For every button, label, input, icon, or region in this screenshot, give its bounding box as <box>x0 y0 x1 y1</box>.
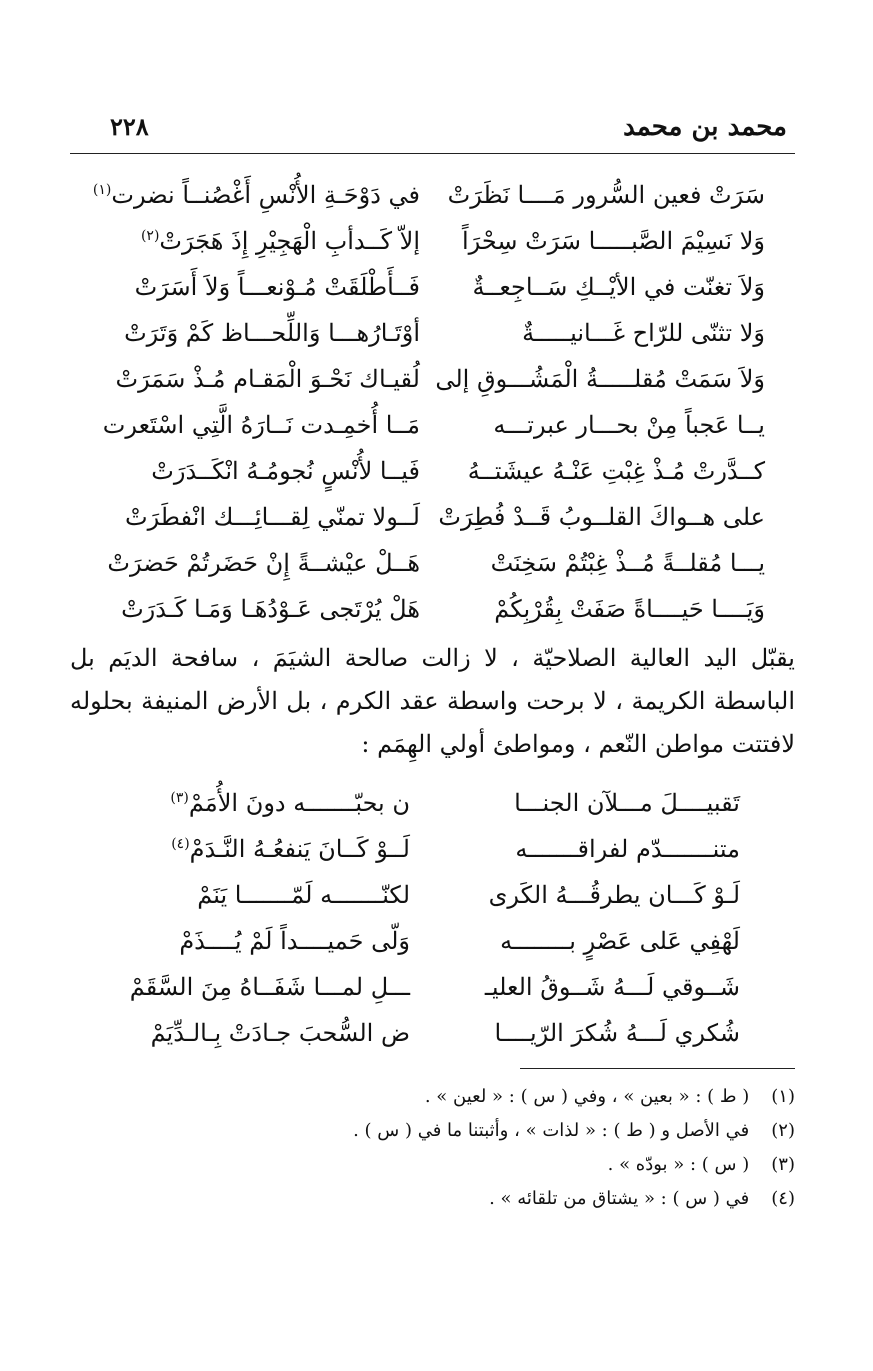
prose-paragraph: يقبّل اليد العالية الصلاحيّة ، لا زالت صالحة الشيَمَ ، سافحة الديَم بل الباسطة الكريمة ، لا برحت واسطة عقد الكرم ، بل الأرض المنيفة بحلوله لافتتت مواطن النّعم ، ومواطئ أولي الهِمَم : <box>70 644 795 758</box>
page-number: ٢٢٨ <box>110 112 149 141</box>
second-hemistich: فَــأَطْلَقَتْ مُـوْنعـــاً وَلاَ أَسَرَتْ <box>134 273 420 301</box>
first-hemistich: وَلا تثنّى للرّاح غَـــانيـــــةٌ <box>522 319 765 347</box>
footnote-marker: (٢) <box>140 228 160 244</box>
first-hemistich: متنـــــــدّم لفراقـــــــه <box>515 835 740 863</box>
verse <box>140 826 740 872</box>
first-hemistich: وَلا نَسِيْمَ الصَّبـــــا سَرَتْ سِحْرَاً <box>461 227 765 255</box>
first-hemistich: يــا عَجباً مِنْ بحـــار عبرتـــه <box>493 411 765 439</box>
footnote <box>200 1182 795 1216</box>
first-hemistich: وَيَــــا حَيــــاةً صَفَتْ بِقُرْبِكُمْ <box>494 595 765 623</box>
page-header <box>70 112 795 152</box>
second-hemistich <box>140 780 410 826</box>
footnote-text: ( ط ) : « بعين » ، وفي ( س ) : « لعين » . <box>424 1086 750 1107</box>
footnote <box>200 1080 795 1114</box>
footnote-text: في الأصل و ( ط ) : « لذات » ، وأثبتنا ما في ( س ) . <box>353 1120 750 1141</box>
second-hemistich: ـــلِ لمـــا شَفَــاهُ مِنَ السَّقَمْ <box>129 973 410 1001</box>
footnote-text: في ( س ) : « يشتاق من تلقائه » . <box>489 1188 750 1209</box>
second-hemistich: فَيــا لأُنْسٍ نُجومُـهُ انْكَــدَرَتْ <box>151 457 420 485</box>
footnote-number: (١) <box>771 1086 795 1107</box>
second-hemistich: هَــلْ عيْشــةً إِنْ حَضَرتُمْ حَضرَتْ <box>107 549 420 577</box>
verse <box>100 218 765 264</box>
verse <box>100 310 765 356</box>
first-hemistich: وَلاَ تغنّت في الأيْــكِ سَــاجِعــةٌ <box>472 273 765 301</box>
second-hemistich: وَلّى حَميــــداً لَمْ يُــــذَمْ <box>179 927 410 955</box>
hemistich-text: ن بحبّـــــــه دونَ الأُمَمْ <box>188 789 410 817</box>
footnote-rule <box>520 1068 795 1069</box>
verse <box>140 918 740 964</box>
first-hemistich: شُكري لَـــهُ شُكرَ الرّيــــا <box>494 1019 740 1047</box>
second-hemistich <box>92 172 420 218</box>
first-hemistich: لَـوْ كَـــان يطرقُـــهُ الكَرى <box>488 881 740 909</box>
hemistich-text: إلاّ كَــدأبِ الْهَجِيْرِ إِذَ هَجَرَتْ <box>159 227 420 255</box>
footnotes <box>200 1080 795 1216</box>
footnote <box>200 1114 795 1148</box>
second-hemistich: لُقيـاك نَحْـوَ الْمَقـام مُـذْ سَمَرَتْ <box>115 365 420 393</box>
first-hemistich: شَــوقي لَـــهُ شَــوقُ العليـ <box>484 973 740 1001</box>
first-hemistich: سَرَتْ فعين السُّرور مَــــا نَظَرَتْ <box>447 181 765 209</box>
verse <box>140 872 740 918</box>
second-hemistich <box>100 218 420 264</box>
hemistich-text: في دَوْحَـةِ الأُنْسِ أَغْصُنــاً نضرت <box>111 181 420 209</box>
footnote-number: (٢) <box>771 1120 795 1141</box>
second-hemistich: أوْتَـارُهـــا وَاللِّحـــاظ كَمْ وَتَرَتْ <box>124 319 420 347</box>
running-title: محمد بن محمد <box>623 112 787 142</box>
hemistich-text: لَــوْ كَــانَ يَنفعُـهُ النَّـدَمْ <box>189 835 410 863</box>
verse <box>129 964 740 1010</box>
first-hemistich: على هــواكَ القلــوبُ قَــدْ فُطِرَتْ <box>438 503 765 531</box>
verse <box>140 1010 740 1056</box>
verse <box>100 264 765 310</box>
poem-one <box>92 172 765 632</box>
second-hemistich: لَــولا تمنّي لِقـــائِـــك انْفطَرَتْ <box>124 503 420 531</box>
verse <box>100 402 765 448</box>
footnote-marker: (٣) <box>170 790 189 806</box>
footnote-marker: (٤) <box>171 836 190 852</box>
verse <box>100 494 765 540</box>
footnote-number: (٤) <box>771 1188 795 1209</box>
first-hemistich: لَهْفِي عَلى عَصْرٍ بــــــــه <box>500 927 740 955</box>
header-rule <box>70 153 795 154</box>
verse <box>92 172 765 218</box>
first-hemistich: وَلاَ سَمَتْ مُقلـــــةُ الْمَشُـــوقِ إلى <box>435 365 765 393</box>
footnote-marker: (١) <box>92 182 112 198</box>
first-hemistich: تَقبيــــلَ مـــلآن الجنـــا <box>514 789 740 817</box>
second-hemistich: لكنّـــــــه لَمّـــــــا يَنَمْ <box>197 881 410 909</box>
verse <box>100 540 765 586</box>
second-hemistich: ض السُّحبَ جـادَتْ بِـالـدِّيَمْ <box>150 1019 410 1047</box>
first-hemistich: كــدَّرتْ مُـذْ غِبْتِ عَنْـهُ عيشَتــهُ <box>467 457 765 485</box>
first-hemistich: يـــا مُقلــةً مُــذْ غِبْتُمْ سَخِنَتْ <box>490 549 765 577</box>
verse <box>140 780 740 826</box>
poem-two <box>129 780 740 1080</box>
verse <box>100 356 765 402</box>
second-hemistich: مَــا أُخمِـدت نَــارَهُ الَّتِي اسْتَعرت <box>102 411 420 439</box>
footnote <box>200 1148 795 1182</box>
second-hemistich: هَلْ يُرْتَجى عَـوْدُهَـا وَمَـا كَـدَرَتْ <box>121 595 420 623</box>
second-hemistich <box>140 826 410 872</box>
footnote-text: ( س ) : « بودّه » . <box>607 1154 750 1175</box>
footnote-number: (٣) <box>771 1154 795 1175</box>
verse <box>100 448 765 494</box>
verse <box>100 586 765 632</box>
